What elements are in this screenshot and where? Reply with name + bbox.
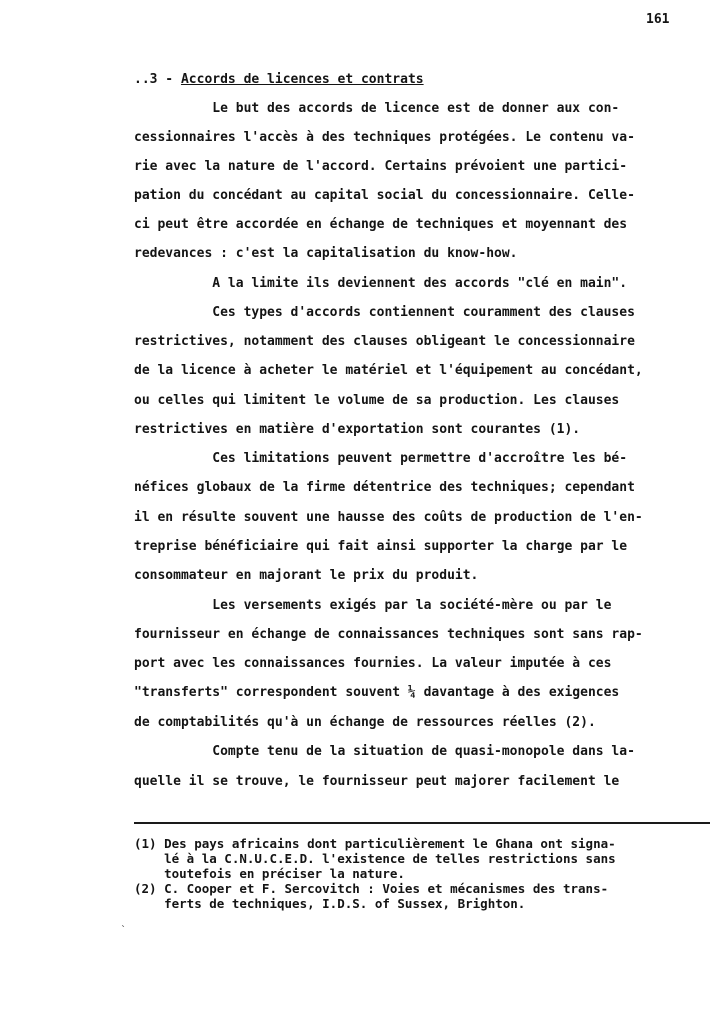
body-line: Ces limitations peuvent permettre d'accroître les bé-: [134, 451, 628, 466]
footnote-line: toutefois en préciser la nature.: [134, 866, 405, 881]
body-line: Les versements exigés par la société-mère ou par le: [134, 598, 612, 613]
section-title: Accords de licences et contrats: [180, 72, 424, 87]
body-line: il en résulte souvent une hausse des coûts de production de l'en-: [134, 510, 643, 525]
body-line: Le but des accords de licence est de donner aux con-: [134, 101, 620, 116]
body-line: restrictives, notamment des clauses obligeant le concessionnaire: [134, 334, 635, 349]
body-line: ou celles qui limitent le volume de sa production. Les clauses: [134, 393, 620, 408]
body-line: rie avec la nature de l'accord. Certains prévoient une partici-: [134, 159, 628, 174]
body-line: pation du concédant au capital social du concessionnaire. Celle-: [134, 188, 635, 203]
body-line: fournisseur en échange de connaissances techniques sont sans rap-: [134, 627, 643, 642]
corner-mark: ˎ: [120, 916, 127, 927]
footnote-separator: [134, 822, 710, 824]
body-line: Ces types d'accords contiennent couramment des clauses: [134, 305, 635, 320]
body-line: "transferts" correspondent souvent ¼ davantage à des exigences: [134, 685, 620, 700]
body-line: A la limite ils deviennent des accords "clé en main".: [134, 276, 628, 291]
footnote-line: lé à la C.N.U.C.E.D. l'existence de telles restrictions sans: [134, 851, 616, 866]
body-line: cessionnaires l'accès à des techniques protégées. Le contenu va-: [134, 130, 635, 145]
page-number: 161: [646, 12, 670, 27]
body-line: consommateur en majorant le prix du produit.: [134, 568, 479, 583]
section-heading: [134, 72, 424, 87]
body-line: port avec les connaissances fournies. La valeur imputée à ces: [134, 656, 612, 671]
section-number: ..3 -: [134, 72, 174, 87]
body-line: ci peut être accordée en échange de techniques et moyennant des: [134, 217, 628, 232]
footnote-line: (2) C. Cooper et F. Sercovitch : Voies et mécanismes des trans-: [134, 881, 609, 896]
body-line: treprise bénéficiaire qui fait ainsi supporter la charge par le: [134, 539, 628, 554]
body-line: quelle il se trouve, le fournisseur peut majorer facilement le: [134, 774, 620, 789]
body-line: de comptabilités qu'à un échange de ressources réelles (2).: [134, 715, 596, 730]
body-line: de la licence à acheter le matériel et l'équipement au concédant,: [134, 363, 643, 378]
body-line: néfices globaux de la firme détentrice des techniques; cependant: [134, 480, 635, 495]
body-line: restrictives en matière d'exportation sont courantes (1).: [134, 422, 581, 437]
body-line: Compte tenu de la situation de quasi-monopole dans la-: [134, 744, 635, 759]
body-line: redevances : c'est la capitalisation du know-how.: [134, 246, 518, 261]
footnote-line: (1) Des pays africains dont particulièrement le Ghana ont signa-: [134, 836, 616, 851]
footnote-line: ferts de techniques, I.D.S. of Sussex, Brighton.: [134, 896, 526, 911]
